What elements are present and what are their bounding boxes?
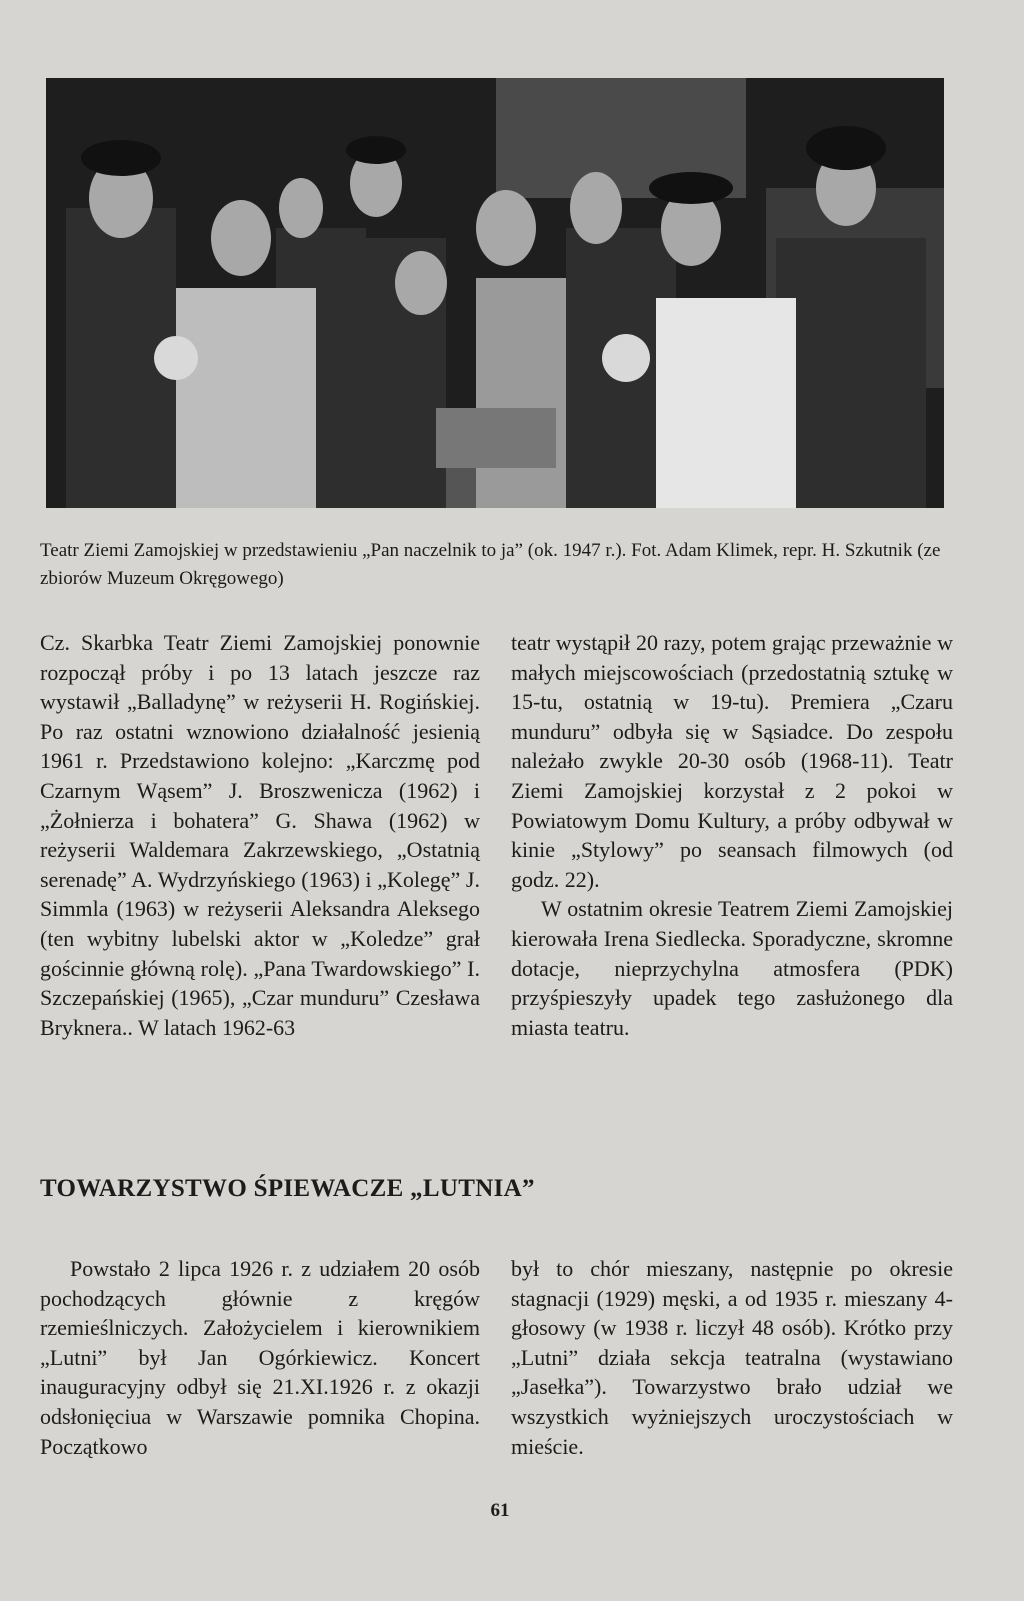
paragraph: W ostatnim okresie Teatrem Ziemi Zamojskiej kierowała Irena Siedlecka. Sporadyczne, skromne dotacje, nieprzychylna atmosfera (PDK) przyśpieszyły upadek tego zasłużonego dla miasta teatru. — [511, 896, 953, 1040]
paragraph: był to chór mieszany, następnie po okresie stagnacji (1929) męski, a od 1935 r. mieszany 4-głosowy (w 1938 r. liczył 48 osób). Krótko przy „Lutni” działa sekcja teatralna (wystawiano „Jasełka”). Towarzystwo brało udział we wszystkich wyżniejszych uroczystościach w mieście. — [511, 1256, 953, 1459]
page-number: 61 — [490, 1500, 510, 1521]
text-column-1 — [40, 628, 480, 1042]
text-column-4 — [511, 1254, 953, 1461]
paragraph: Cz. Skarbka Teatr Ziemi Zamojskiej ponownie rozpoczął próby i po 13 latach jeszcze raz wystawił „Balladynę” w reżyserii H. Rogińskiej. Po raz ostatni wznowiono działalność jesienią 1961 r. Przedstawiono kolejno: „Karczmę pod Czarnym Wąsem” J. Broszwenicza (1962) i „Żołnierza i bohatera” G. Shawa (1962) w reżyserii Waldemara Zakrzewskiego, „Ostatnią serenadę” A. Wydrzyńskiego (1963) i „Kolegę” J. Simmla (1963) w reżyserii Aleksandra Aleksego (ten wybitny lubelski aktor w „Koledze” grał gościnnie główną rolę). „Pana Twardowskiego” I. Szczepańskiej (1965), „Czar munduru” Czesława Bryknera.. W latach 1962-63 — [40, 630, 480, 1040]
group-photo — [46, 78, 944, 508]
photo-caption: Teatr Ziemi Zamojskiej w przedstawieniu „Pan naczelnik to ja” (ok. 1947 r.). Fot. Adam Klimek, repr. H. Szkutnik (ze zbiorów Muzeum Okręgowego) — [40, 540, 941, 589]
text-column-2 — [511, 628, 953, 1042]
text-column-3 — [40, 1254, 480, 1461]
paragraph: teatr wystąpił 20 razy, potem grając przeważnie w małych miejscowościach (przedostatnią sztukę w 15-tu, ostatnią w 19-tu). Premiera „Czaru munduru” odbyła się w Sąsiadce. Do zespołu należało zwykle 20-30 osób (1968-11). Teatr Ziemi Zamojskiej korzystał z 2 pokoi w Powiatowym Domu Kultury, a próby odbywał w kinie „Stylowy” po seansach filmowych (od godz. 22). — [511, 630, 953, 892]
paragraph: Powstało 2 lipca 1926 r. z udziałem 20 osób pochodzących głównie z kręgów rzemieślniczych. Założycielem i kierownikiem „Lutni” był Jan Ogórkiewicz. Koncert inauguracyjny odbył się 21.XI.1926 r. z okazji odsłonięciua w Warszawie pomnika Chopina. Początkowo — [40, 1256, 480, 1459]
group-photo-icon — [46, 78, 944, 508]
section-heading: TOWARZYSTWO ŚPIEWACZE „LUTNIA” — [40, 1175, 535, 1202]
